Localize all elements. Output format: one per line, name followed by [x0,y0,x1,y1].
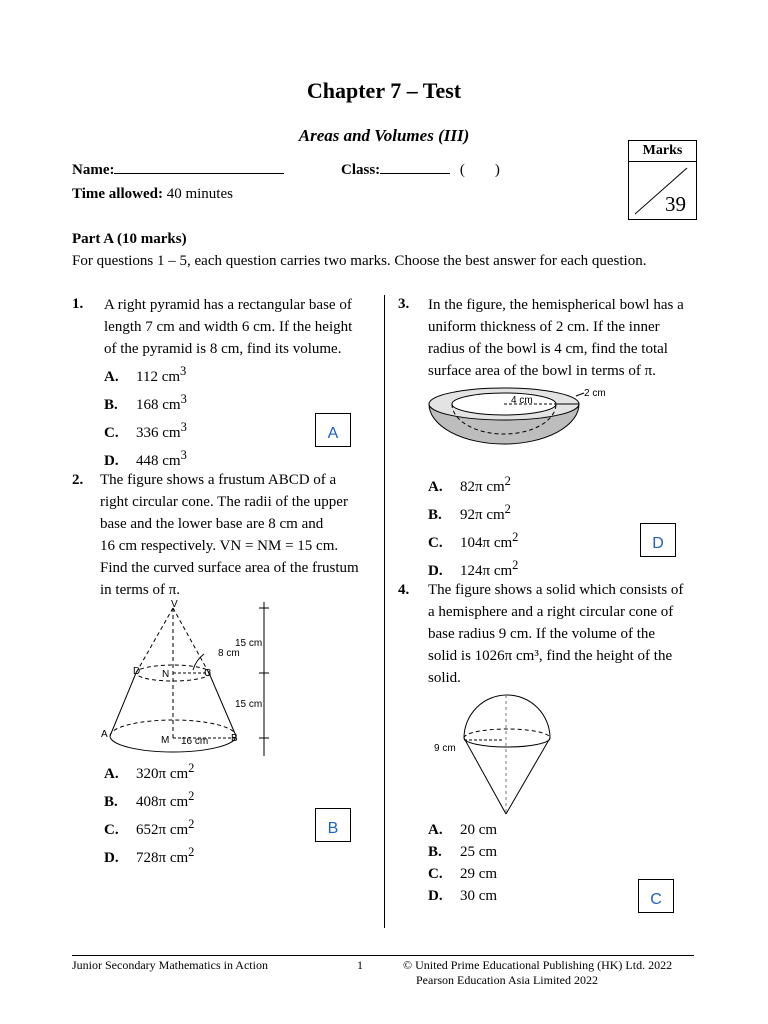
q2-answer: B [327,820,339,837]
label-lower-radius: 16 cm [181,736,209,747]
q2-answer-box[interactable] [315,808,351,842]
q1-line: length 7 cm and width 6 cm. If the height [104,319,353,335]
marks-box [628,140,697,220]
q4-line: a hemisphere and a right circular cone of [428,604,674,620]
q1-line: A right pyramid has a rectangular base of [104,297,352,313]
q1-text [104,294,352,360]
q2-option-b[interactable]: B. 408π $cm^2$ [104,789,195,810]
q2-number: 2. [72,472,84,488]
q4-line: base radius 9 cm. If the volume of the [428,626,656,642]
footer-copyright-2: Pearson Education Asia Limited 2022 [416,973,598,987]
q2-line: base and the lower base are 8 cm and [100,516,324,532]
q2-option-c[interactable]: C. 652π $cm^2$ [104,817,195,838]
q1-line: of the pyramid is 8 cm, find its volume. [104,341,342,357]
class-blank[interactable] [380,159,450,174]
q4-option-a[interactable]: A. 20 cm [428,822,498,838]
hemisphere-cone-figure [433,690,563,816]
q1-answer-box[interactable] [315,413,351,447]
q3-answer: D [652,535,664,552]
cone-radius-label: 9 cm [434,743,456,754]
q4-line: solid. [428,670,461,686]
label-b: B [231,733,238,744]
q1-option-d[interactable]: D. 448 $cm^3$ [104,448,187,469]
q4-option-d[interactable]: D. 30 cm [428,888,498,904]
name-blank[interactable] [114,159,284,174]
q3-option-c[interactable]: C. 104π $cm^2$ [428,530,519,551]
q4-option-c[interactable]: C. 29 cm [428,866,498,882]
q1-option-b[interactable]: B. 168 $cm^3$ [104,392,187,413]
q3-line: surface area of the bowl in terms of π. [428,363,656,379]
q3-option-a[interactable]: A. 82π $cm^2$ [428,474,511,495]
part-a-instructions: For questions 1 – 5, each question carries two marks. Choose the best answer for each question. [72,253,647,269]
q4-line: solid is 1026π cm³, find the height of the [428,648,673,664]
q3-line: In the figure, the hemispherical bowl has a [428,297,684,313]
class-field[interactable] [341,159,500,179]
time-label: Time allowed: [72,186,163,202]
q4-option-b[interactable]: B. 25 cm [428,844,498,860]
q1-option-c[interactable]: C. 336 $cm^3$ [104,420,187,441]
label-m: M [161,735,170,746]
page-title: Chapter 7 – Test [306,78,462,103]
q4-options [428,819,497,907]
q1-answer: A [327,425,339,442]
bowl-thickness-label: 2 cm [584,388,606,399]
q3-option-b[interactable]: B. 92π $cm^2$ [428,502,511,523]
q2-option-a[interactable]: A. 320π $cm^2$ [104,761,195,782]
class-number-paren: ( ) [459,162,500,178]
q1-number: 1. [72,296,84,312]
time-allowed [72,186,233,203]
q2-text [100,469,359,601]
q4-answer: C [650,891,662,908]
marks-label: Marks [629,141,696,162]
marks-total: 39 [665,192,686,216]
frustum-figure [96,598,276,756]
name-field[interactable] [72,159,284,179]
bowl-inner-label: 4 cm [511,395,533,406]
q4-answer-box[interactable] [638,879,674,913]
q4-text [428,579,683,689]
q2-line: 16 cm respectively. VN = NM = 15 cm. [100,538,339,554]
q2-option-d[interactable]: D. 728π $cm^2$ [104,845,195,866]
q4-line: The figure shows a solid which consists of [428,582,684,598]
part-a-heading: Part A (10 marks) [72,231,187,247]
q2-options [104,757,194,869]
name-label: Name: [72,162,115,178]
label-bottom-height: 15 cm [235,699,263,710]
label-c: C [204,668,212,679]
q3-line: uniform thickness of 2 cm. If the inner [428,319,660,335]
q3-text [428,294,684,382]
label-v: V [171,599,178,610]
page-subtitle: Areas and Volumes (III) [298,126,470,145]
class-label: Class: [341,162,381,178]
time-value: 40 minutes [166,186,233,202]
q3-option-d[interactable]: D. 124π $cm^2$ [428,558,519,579]
q3-line: radius of the bowl is 4 cm, find the total [428,341,668,357]
q2-line: in terms of π. [100,582,181,598]
footer-rule [72,955,694,956]
q2-line: Find the curved surface area of the frustum [100,560,359,576]
label-d: D [133,666,141,677]
label-upper-radius: 8 cm [218,648,240,659]
label-top-height: 15 cm [235,638,263,649]
q1-option-a[interactable]: A. 112 $cm^3$ [104,364,187,385]
q2-line: The figure shows a frustum ABCD of a [100,472,337,488]
column-divider [384,295,385,928]
q3-number: 3. [398,296,410,312]
q3-answer-box[interactable] [640,523,676,557]
q4-number: 4. [398,582,410,598]
label-n: N [162,669,170,680]
q3-options [428,470,518,582]
label-a: A [101,729,108,740]
footer-page-number: 1 [357,958,363,972]
bowl-figure [426,382,626,470]
footer-copyright-1: © United Prime Educational Publishing (HK) Ltd. 2022 [403,958,673,972]
q1-options [104,360,187,472]
q2-line: right circular cone. The radii of the upper [100,494,348,510]
footer-book-title: Junior Secondary Mathematics in Action [72,958,268,972]
